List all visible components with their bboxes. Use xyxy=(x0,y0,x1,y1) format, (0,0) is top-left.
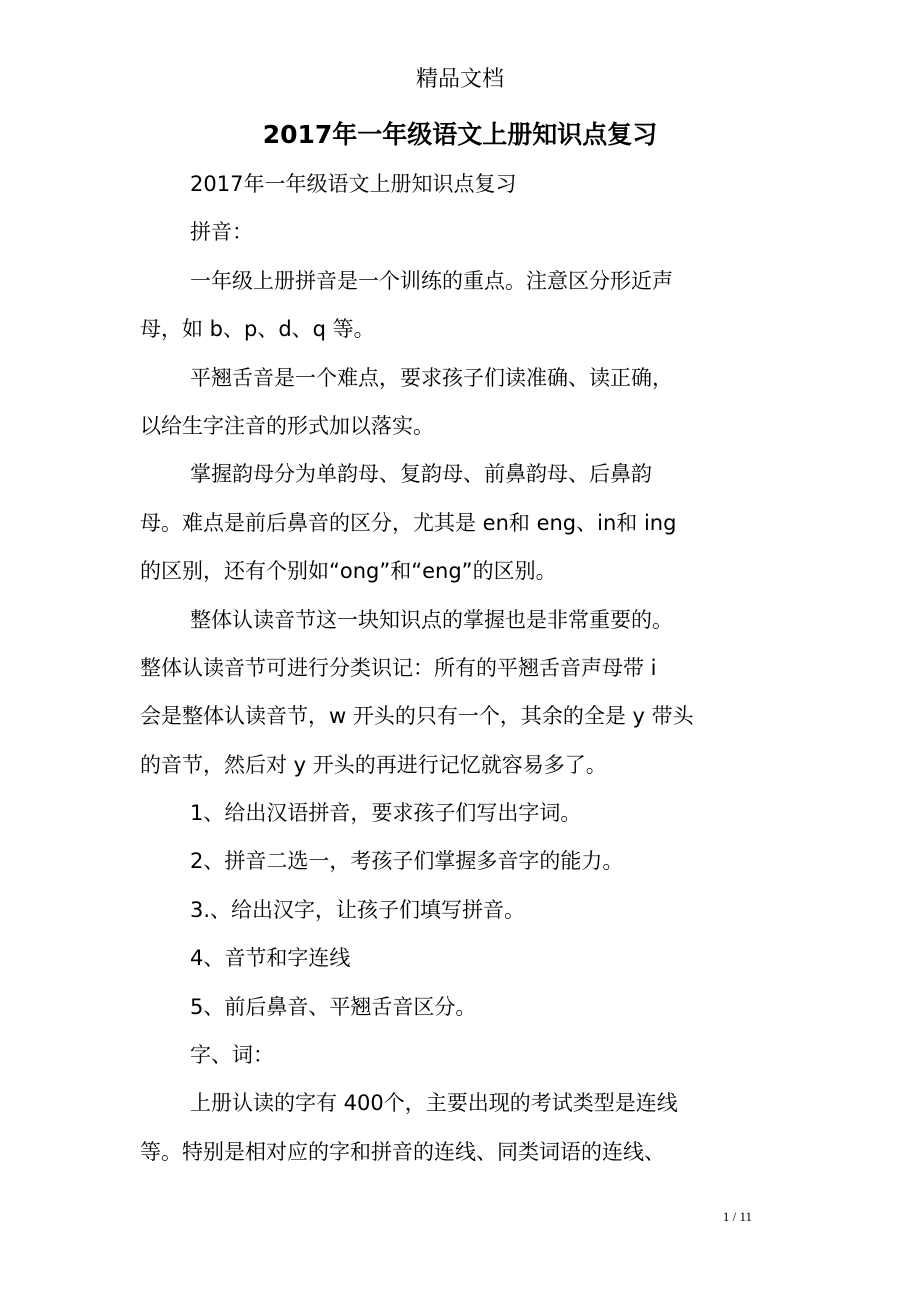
paragraph-line: 母。难点是前后鼻音的区分，尤其是 en和 eng、in和 ing xyxy=(140,510,677,535)
numbered-item: 3.、给出汉字，让孩子们填写拼音。 xyxy=(190,897,526,922)
numbered-item: 1、给出汉语拼音，要求孩子们写出字词。 xyxy=(190,801,582,826)
paragraph-line: 的音节，然后对 y 开头的再进行记忆就容易多了。 xyxy=(140,752,607,777)
paragraph-line: 整体认读音节可进行分类识记：所有的平翘舌音声母带 i xyxy=(140,655,657,680)
section-heading-pinyin: 拼音： xyxy=(190,220,253,245)
paragraph-line: 会是整体认读音节，w 开头的只有一个，其余的全是 y 带头 xyxy=(140,704,694,729)
numbered-item: 2、拼音二选一，考孩子们掌握多音字的能力。 xyxy=(190,849,624,874)
paragraph-line: 以给生字注音的形式加以落实。 xyxy=(140,413,434,438)
paragraph-line: 一年级上册拼音是一个训练的重点。注意区分形近声 xyxy=(190,268,673,293)
document-title: 2017年一年级语文上册知识点复习 xyxy=(262,120,658,149)
paragraph-line: 上册认读的字有 400个，主要出现的考试类型是连线 xyxy=(190,1091,678,1116)
paragraph-line: 整体认读音节这一块知识点的掌握也是非常重要的。 xyxy=(190,607,673,632)
paragraph-line: 等。特别是相对应的字和拼音的连线、同类词语的连线、 xyxy=(140,1139,665,1164)
page-number: 1 / 11 xyxy=(722,1209,752,1224)
paragraph-line: 平翘舌音是一个难点，要求孩子们读准确、读正确， xyxy=(190,365,673,390)
section-heading-words: 字、词： xyxy=(190,1043,274,1068)
subtitle-line: 2017年一年级语文上册知识点复习 xyxy=(190,172,517,196)
numbered-item: 5、前后鼻音、平翘舌音区分。 xyxy=(190,994,477,1019)
document-body xyxy=(140,160,800,1176)
page-header: 精品文档 xyxy=(415,67,504,92)
paragraph-line: 掌握韵母分为单韵母、复韵母、前鼻韵母、后鼻韵 xyxy=(190,462,652,487)
numbered-item: 4、音节和字连线 xyxy=(190,946,351,971)
paragraph-line: 母，如 b、p、d、q 等。 xyxy=(140,317,375,342)
paragraph-line: 的区别，还有个别如“ong”和“eng”的区别。 xyxy=(140,559,557,584)
